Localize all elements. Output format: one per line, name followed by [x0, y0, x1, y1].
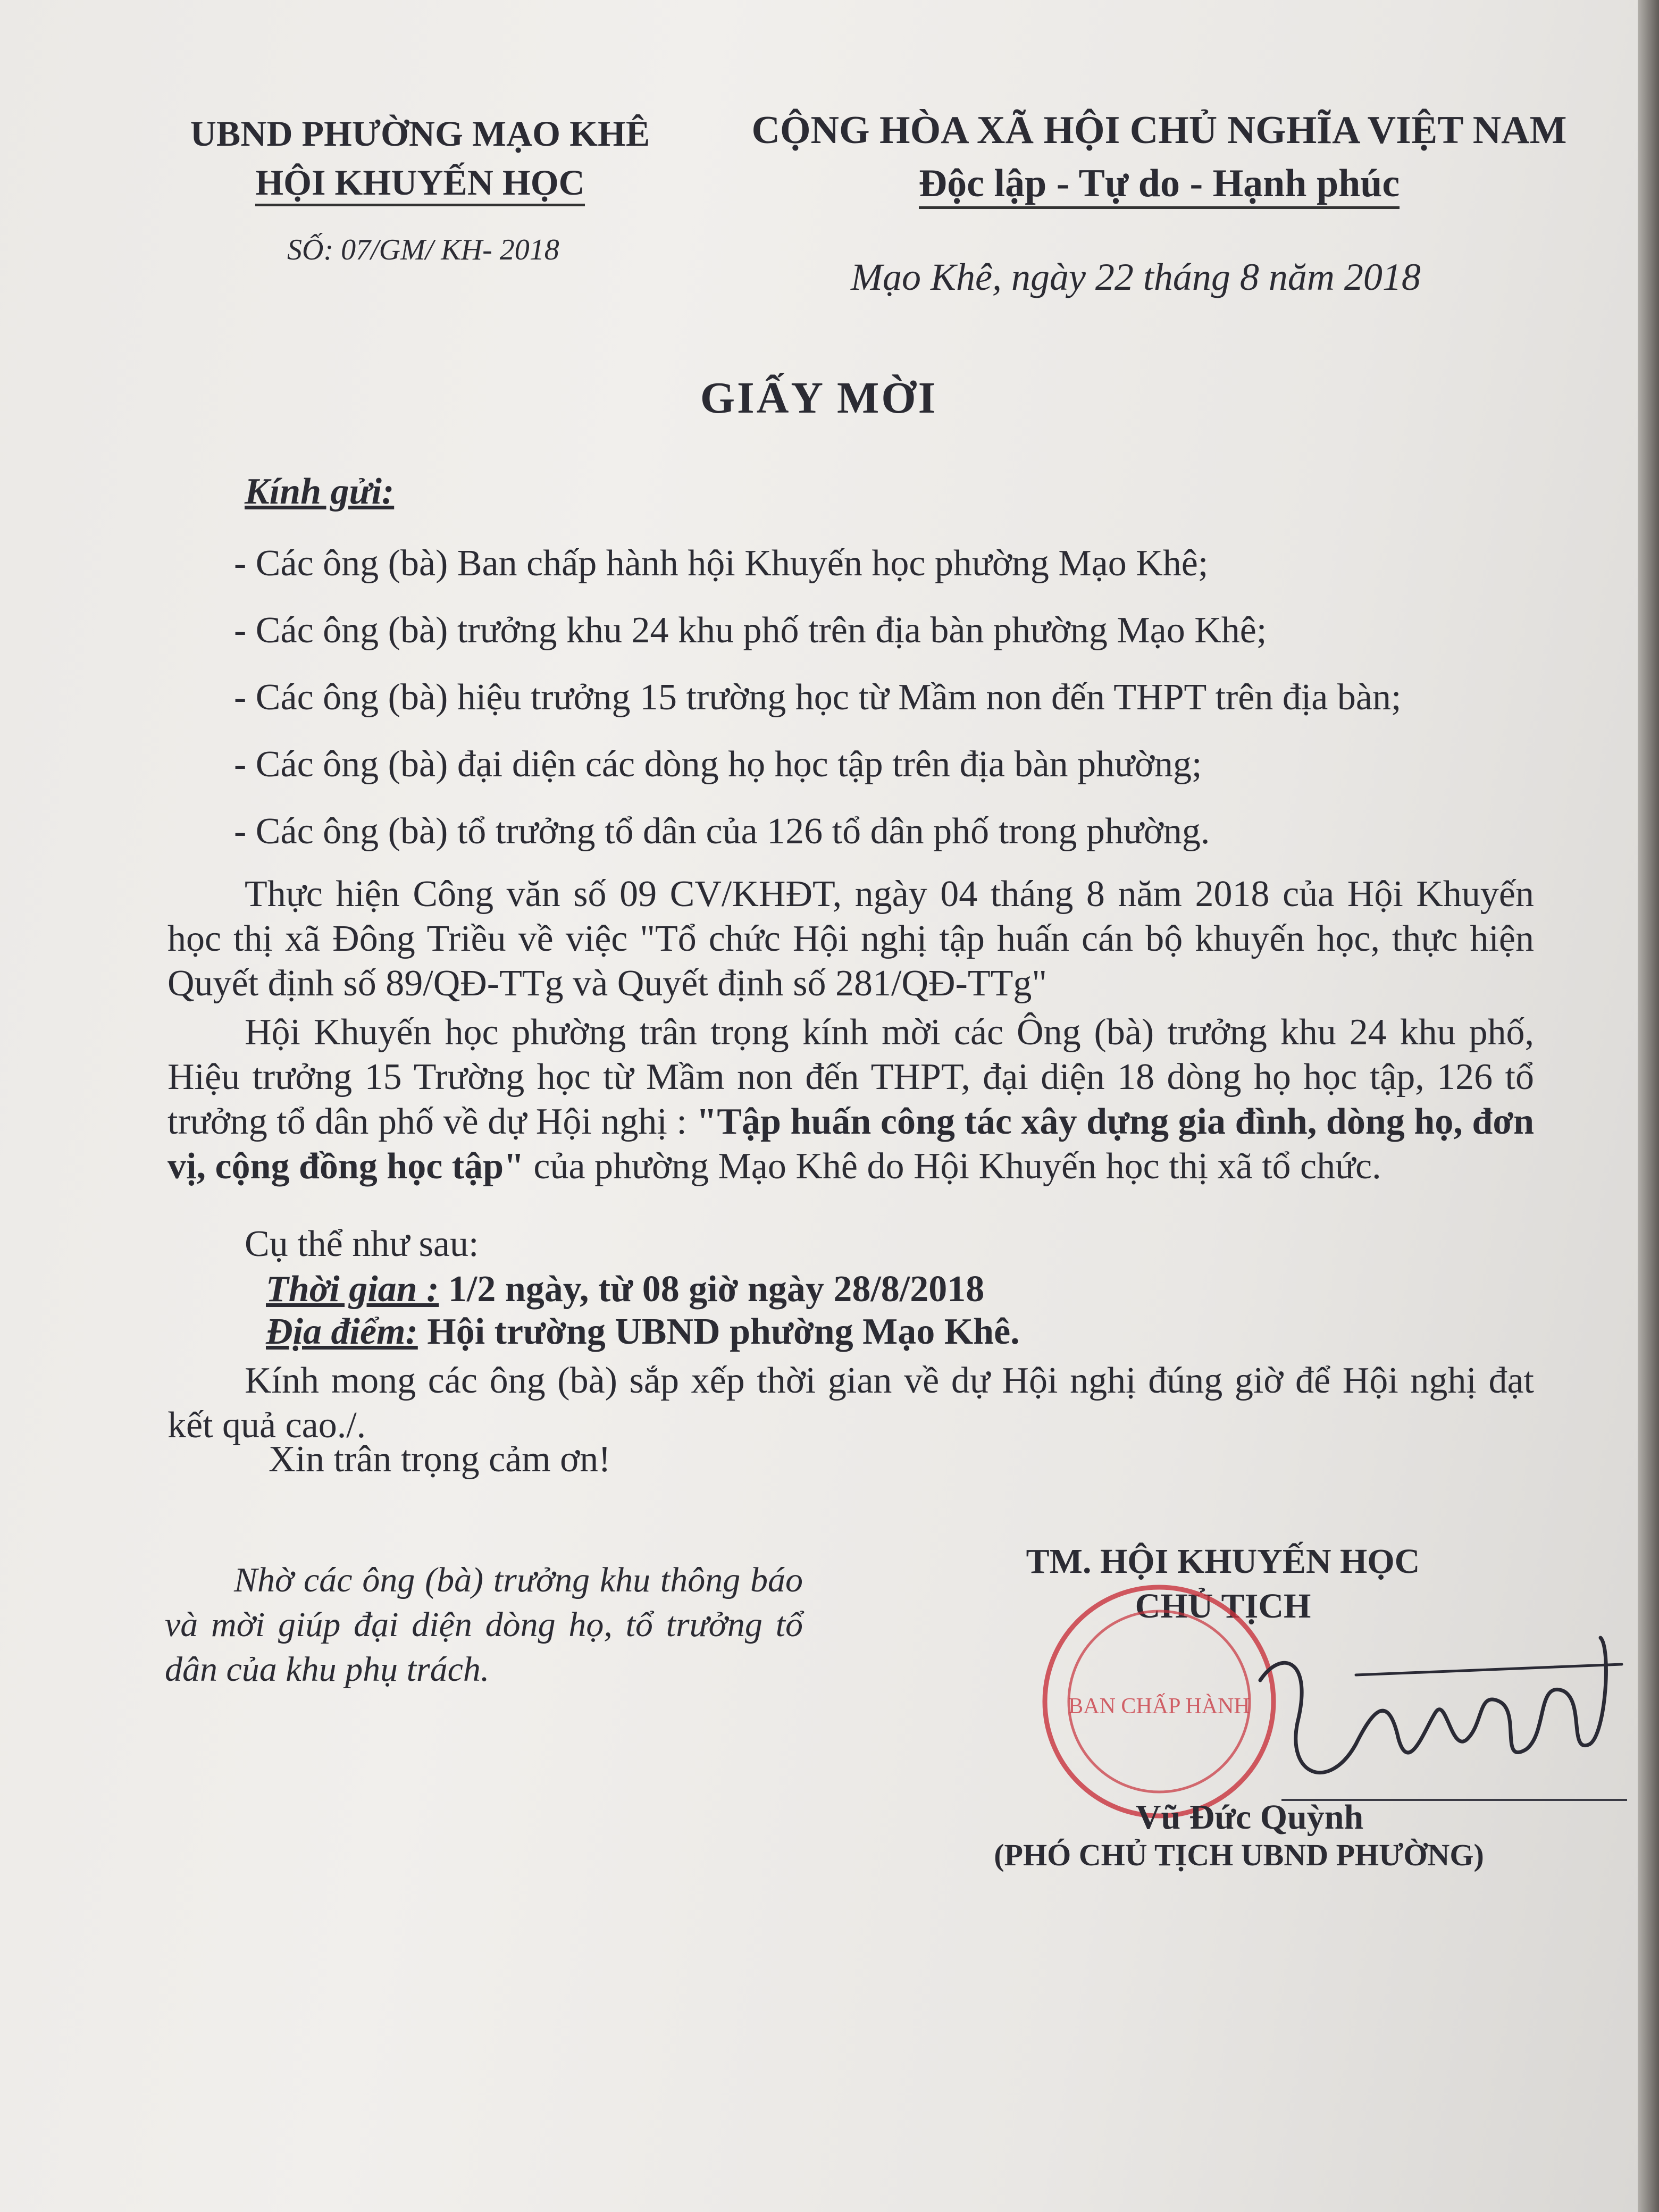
body-paragraph-1: Thực hiện Công văn số 09 CV/KHĐT, ngày 04 tháng 8 năm 2018 của Hội Khuyến học thị xã Đông Triều về việc "Tổ chức Hội nghị tập huấn cán bộ khuyến học, thực hiện Quyết định số 89/QĐ-TTg và Quyết định số 281/QĐ-TTg" [167, 874, 1534, 1004]
document-number: SỐ: 07/GM/ KH- 2018 [287, 233, 559, 266]
conference-topic: "Tập huấn công tác xây dựng gia đình, dòng họ, đơn vị, cộng đồng học tập" [167, 1101, 1535, 1187]
recipient-item: - Các ông (bà) đại diện các dòng họ học tập trên địa bàn phường; [234, 744, 1202, 785]
meeting-time [266, 1268, 984, 1311]
handwritten-signature-icon [1250, 1616, 1632, 1819]
location-label: Địa điểm: [266, 1311, 418, 1352]
time-label: Thời gian : [266, 1269, 439, 1310]
page-edge-shadow [1638, 0, 1659, 2212]
signing-position: CHỦ TỊCH [1135, 1587, 1311, 1626]
body-paragraph-2 [167, 1010, 1534, 1189]
issuing-authority [160, 109, 681, 207]
national-motto: Độc lập - Tự do - Hạnh phúc [919, 161, 1400, 209]
document-title: GIẤY MỜI [700, 373, 938, 423]
recipient-item: - Các ông (bà) trưởng khu 24 khu phố trên địa bàn phường Mạo Khê; [234, 610, 1267, 651]
closing-thanks: Xin trân trọng cảm ơn! [269, 1439, 611, 1480]
signer-name: Vũ Đức Quỳnh [1135, 1798, 1364, 1837]
details-intro: Cụ thể như sau: [245, 1224, 479, 1264]
recipient-item: - Các ông (bà) Ban chấp hành hội Khuyến học phường Mạo Khê; [234, 543, 1209, 584]
national-header [744, 104, 1574, 210]
place-date: Mạo Khê, ngày 22 tháng 8 năm 2018 [851, 256, 1421, 298]
salutation: Kính gửi: [245, 471, 395, 512]
time-value: 1/2 ngày, từ 08 giờ ngày 28/8/2018 [439, 1269, 985, 1310]
paragraph-2-text: Hội Khuyến học phường trân trọng kính mời các Ông (bà) trưởng khu 24 khu phố, Hiệu trưởng 15 Trường học từ Mầm non đến THPT, đại diện 18 dòng họ học tập, 126 tổ trưởng tổ dân phố về dự Hội nghị : [167, 1012, 1534, 1142]
signing-org: TM. HỘI KHUYẾN HỌC [1026, 1542, 1420, 1581]
seal-text: BAN CHẤP HÀNH [1068, 1694, 1250, 1719]
location-value: Hội trường UBND phường Mạo Khê. [417, 1311, 1020, 1352]
body-paragraph-3: Kính mong các ông (bà) sắp xếp thời gian về dự Hội nghị đúng giờ để Hội nghị đạt kết quả cao./. [167, 1360, 1534, 1446]
authority-line-2: HỘI KHUYẾN HỌC [255, 161, 585, 206]
recipient-item: - Các ông (bà) hiệu trưởng 15 trường học từ Mầm non đến THPT trên địa bàn; [234, 677, 1402, 718]
recipient-list [234, 537, 1563, 872]
national-title: CỘNG HÒA XÃ HỘI CHỦ NGHĨA VIỆT NAM [751, 108, 1567, 152]
meeting-location [266, 1311, 1020, 1353]
signer-role: (PHÓ CHỦ TỊCH UBND PHƯỜNG) [994, 1838, 1484, 1872]
footnote-request: Nhờ các ông (bà) trưởng khu thông báo và mời giúp đại diện dòng họ, tổ trưởng tổ dân của khu phụ trách. [165, 1561, 803, 1689]
paragraph-2-tail: của phường Mạo Khê do Hội Khuyến học thị xã tổ chức. [524, 1146, 1381, 1187]
authority-line-1: UBND PHƯỜNG MẠO KHÊ [190, 113, 650, 154]
recipient-item: - Các ông (bà) tổ trưởng tổ dân của 126 tổ dân phố trong phường. [234, 811, 1210, 852]
